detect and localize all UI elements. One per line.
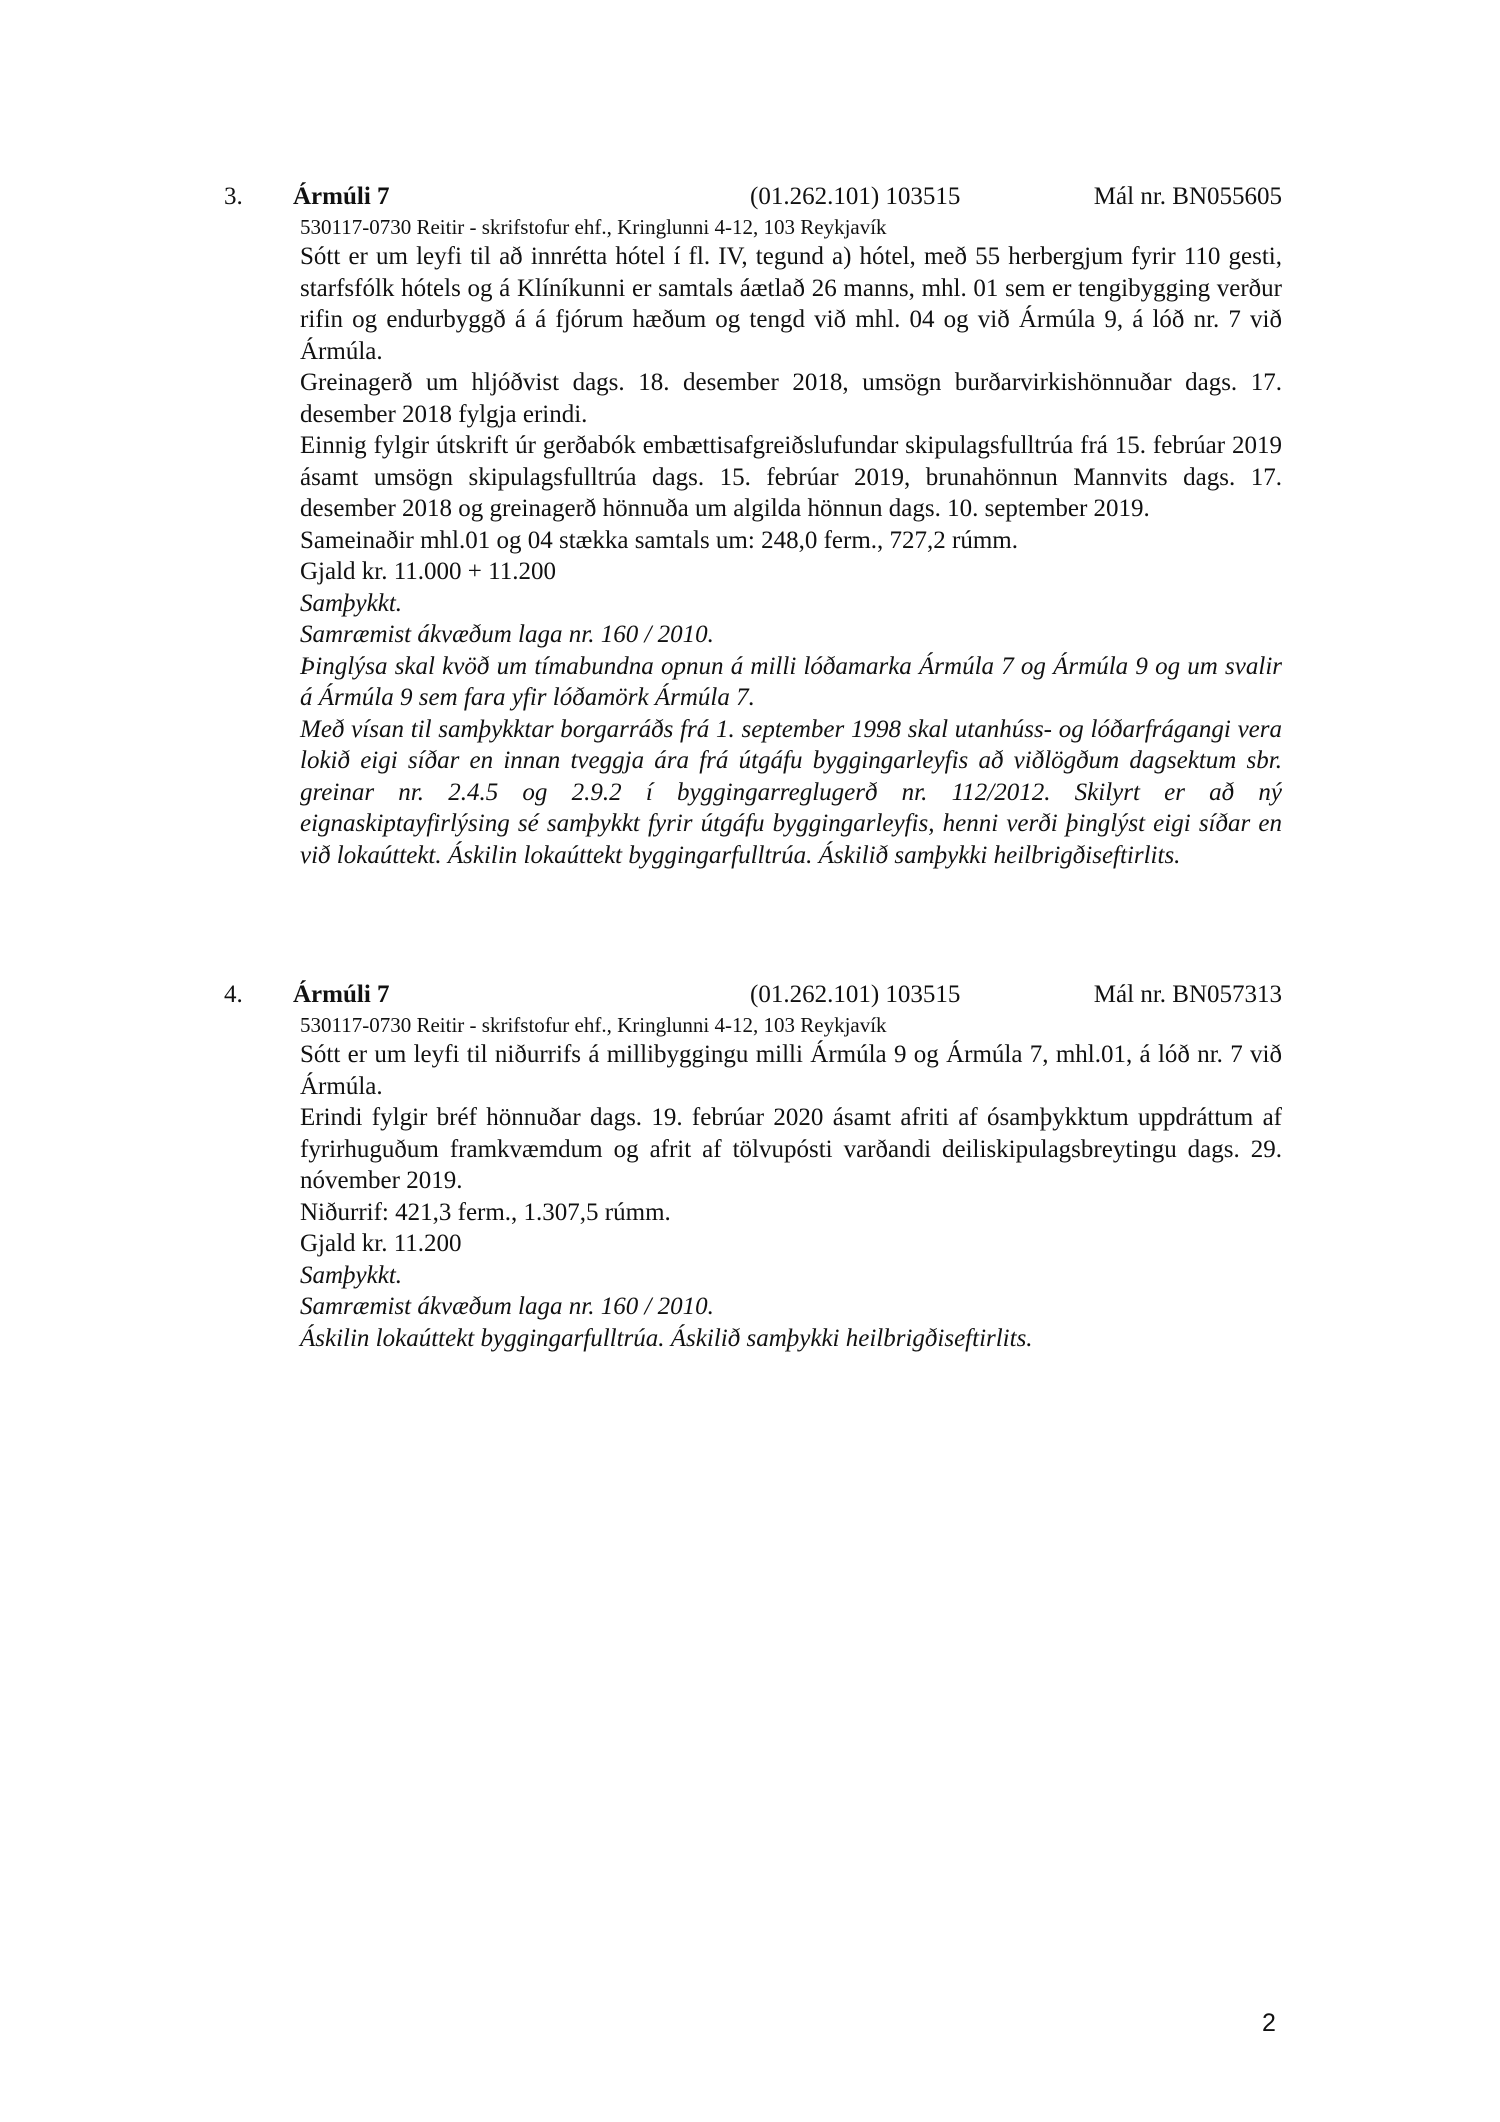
case-header bbox=[224, 978, 1282, 1012]
case-paragraph: Sótt er um leyfi til að innrétta hótel í fl. IV, tegund a) hótel, með 55 herbergjum fyrir 110 gesti, starfsfólk hótels og á Klíníkunni er samtals áætlað 26 manns, mhl. 01 sem er tengibygging verður rifin og endurbyggð á á fjórum hæðum og tengd við mhl. 04 og við Ármúla 9, á lóð nr. 7 við Ármúla. bbox=[300, 243, 1282, 365]
case-body bbox=[300, 1012, 1282, 1354]
case-number: 4. bbox=[224, 981, 243, 1008]
case-reference: Mál nr. BN057313 bbox=[1093, 981, 1282, 1008]
land-id: (01.262.101) 103515 bbox=[750, 981, 961, 1008]
case-paragraph: Sótt er um leyfi til niðurrifs á millibyggingu milli Ármúla 9 og Ármúla 7, mhl.01, á lóð nr. 7 við Ármúla. bbox=[300, 1041, 1282, 1100]
case-paragraph: Erindi fylgir bréf hönnuðar dags. 19. febrúar 2020 ásamt afriti af ósamþykktum uppdráttum af fyrirhuguðum framkvæmdum og afrit af tölvupósti varðandi deiliskipulagsbreytingu dags. 29. nóvember 2019. bbox=[300, 1104, 1282, 1194]
decision-status: Samþykkt. bbox=[300, 589, 403, 617]
case-reference: Mál nr. BN055605 bbox=[1093, 183, 1282, 210]
decision-status: Samþykkt. bbox=[300, 1261, 403, 1289]
decision-law: Samræmist ákvæðum laga nr. 160 / 2010. bbox=[300, 621, 714, 648]
page-number: 2 bbox=[1262, 2009, 1276, 2037]
land-id: (01.262.101) 103515 bbox=[750, 183, 961, 210]
case-item bbox=[224, 180, 1282, 871]
decision-condition: Þinglýsa skal kvöð um tímabundna opnun á milli lóðamarka Ármúla 7 og Ármúla 9 og um svalir á Ármúla 9 sem fara yfir lóðamörk Ármúla 7. bbox=[300, 652, 1282, 711]
case-address: Ármúli 7 bbox=[293, 981, 390, 1008]
case-number: 3. bbox=[224, 183, 243, 210]
applicant: 530117-0730 Reitir - skrifstofur ehf., Kringlunni 4-12, 103 Reykjavík bbox=[300, 215, 887, 239]
case-header bbox=[224, 180, 1282, 214]
case-paragraph: Einnig fylgir útskrift úr gerðabók embættisafgreiðslufundar skipulagsfulltrúa frá 15. febrúar 2019 ásamt umsögn skipulagsfulltrúa dags. 15. febrúar 2019, brunahönnun Mannvits dags. 17. desember 2018 og greinagerð hönnuða um algilda hönnun dags. 10. september 2019. bbox=[300, 432, 1282, 522]
applicant: 530117-0730 Reitir - skrifstofur ehf., Kringlunni 4-12, 103 Reykjavík bbox=[300, 1013, 887, 1037]
decision-condition: Með vísan til samþykktar borgarráðs frá 1. september 1998 skal utanhúss- og lóðarfrágangi vera lokið eigi síðar en innan tveggja ára frá útgáfu byggingarleyfis að viðlögðum dagsektum sbr. greinar nr. 2.4.5 og 2.9.2 í byggingarreglugerð nr. 112/2012. Skilyrt er að ný eignaskiptayfirlýsing sé samþykkt fyrir útgáfu byggingarleyfis, henni verði þinglýst eigi síðar en við lokaúttekt. Áskilin lokaúttekt byggingarfulltrúa. Áskilið samþykki heilbrigðiseftirlits. bbox=[300, 715, 1282, 869]
decision-condition: Áskilin lokaúttekt byggingarfulltrúa. Áskilið samþykki heilbrigðiseftirlits. bbox=[300, 1324, 1033, 1352]
case-body bbox=[300, 214, 1282, 871]
case-address: Ármúli 7 bbox=[293, 183, 390, 210]
case-paragraph: Sameinaðir mhl.01 og 04 stækka samtals um: 248,0 ferm., 727,2 rúmm. bbox=[300, 526, 1018, 554]
case-item bbox=[224, 978, 1282, 1354]
fee-line: Gjald kr. 11.200 bbox=[300, 1230, 462, 1257]
case-paragraph: Greinagerð um hljóðvist dags. 18. desember 2018, umsögn burðarvirkishönnuðar dags. 17. desember 2018 fylgja erindi. bbox=[300, 369, 1282, 428]
case-paragraph: Niðurrif: 421,3 ferm., 1.307,5 rúmm. bbox=[300, 1198, 671, 1226]
fee-line: Gjald kr. 11.000 + 11.200 bbox=[300, 558, 556, 585]
decision-law: Samræmist ákvæðum laga nr. 160 / 2010. bbox=[300, 1293, 714, 1320]
